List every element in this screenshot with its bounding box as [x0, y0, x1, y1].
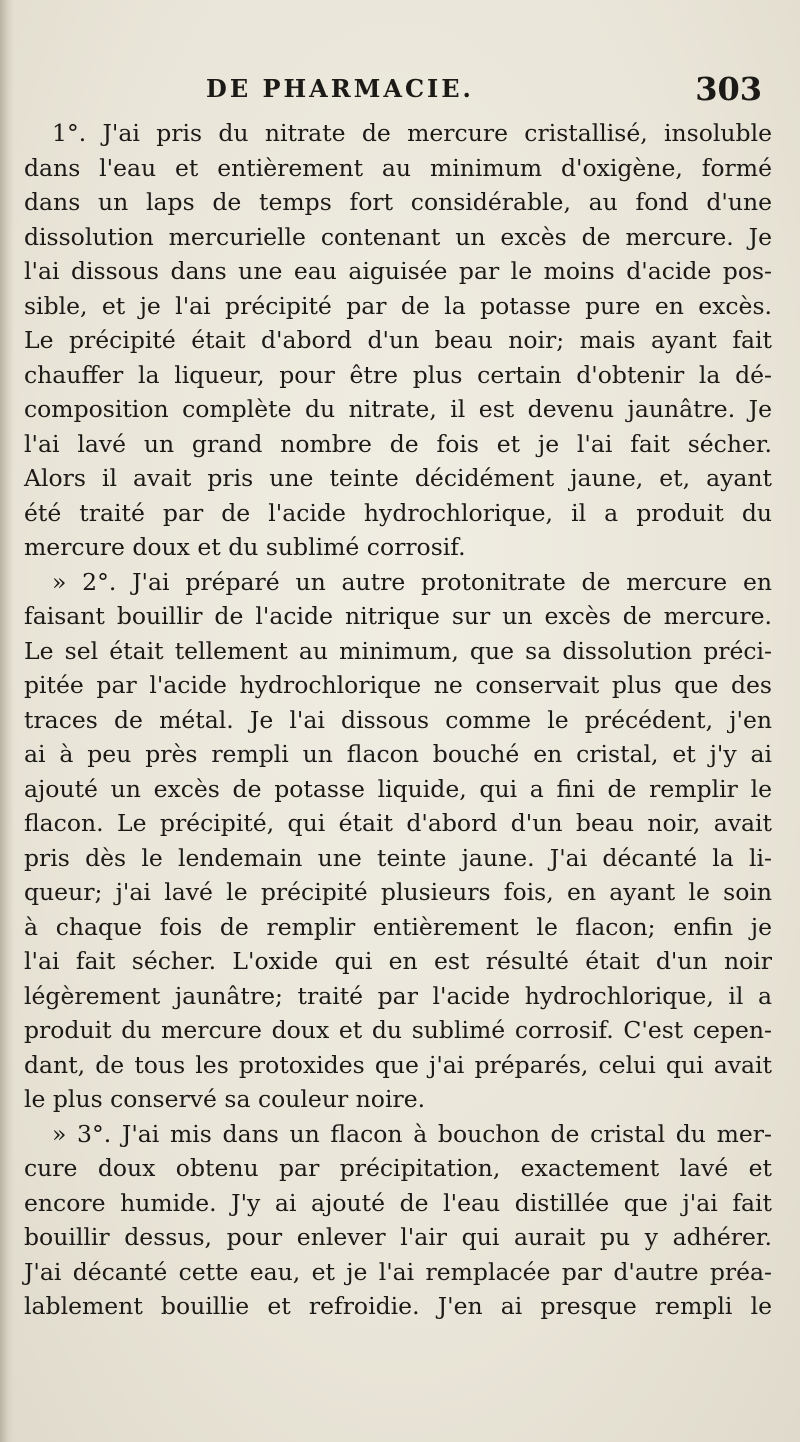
body-text: [24, 116, 772, 1324]
text-line: dant, de tous les protoxides que j'ai préparés, celui qui avait: [24, 1050, 772, 1079]
text-line: le plus conservé sa couleur noire.: [24, 1085, 426, 1113]
text-line: lablement bouillie et refroidie. J'en ai presque rempli le: [24, 1292, 772, 1320]
text-line: chauffer la liqueur, pour être plus certain d'obtenir la dé-: [24, 360, 772, 389]
text-line: » 2°. J'ai préparé un autre protonitrate de mercure en: [52, 567, 772, 596]
page-gutter-shadow: [0, 0, 14, 1442]
text-line: mercure doux et du sublimé corrosif.: [24, 533, 466, 561]
text-line: l'ai lavé un grand nombre de fois et je l'ai fait sécher.: [24, 429, 772, 458]
text-line: bouillir dessus, pour enlever l'air qui aurait pu y adhérer.: [24, 1223, 772, 1251]
running-head: DE PHARMACIE.: [206, 74, 474, 103]
text-line: dissolution mercurielle contenant un excès de mercure. Je: [24, 222, 772, 251]
text-line: l'ai dissous dans une eau aiguisée par le moins d'acide pos-: [24, 257, 772, 285]
text-line: Le précipité était d'abord d'un beau noir; mais ayant fait: [24, 326, 772, 354]
text-line: ajouté un excès de potasse liquide, qui a fini de remplir le: [24, 774, 772, 803]
text-line: dans un laps de temps fort considérable, au fond d'une: [24, 188, 772, 216]
text-line: cure doux obtenu par précipitation, exactement lavé et: [24, 1154, 772, 1182]
text-line: à chaque fois de remplir entièrement le flacon; enfin je: [24, 912, 772, 941]
text-line: J'ai décanté cette eau, et je l'ai remplacée par d'autre préa-: [24, 1257, 772, 1286]
text-line: légèrement jaunâtre; traité par l'acide hydrochlorique, il a: [24, 981, 772, 1010]
text-line: » 3°. J'ai mis dans un flacon à bouchon de cristal du mer-: [52, 1119, 772, 1148]
text-line: queur; j'ai lavé le précipité plusieurs fois, en ayant le soin: [24, 878, 772, 906]
text-line: Le sel était tellement au minimum, que sa dissolution préci-: [24, 636, 772, 665]
text-line: faisant bouillir de l'acide nitrique sur un excès de mercure.: [24, 602, 772, 630]
page-number: 303: [695, 70, 762, 108]
text-line: ai à peu près rempli un flacon bouché en cristal, et j'y ai: [24, 740, 772, 768]
text-line: flacon. Le précipité, qui était d'abord d'un beau noir, avait: [24, 809, 772, 837]
text-line: Alors il avait pris une teinte décidément jaune, et, ayant: [24, 464, 772, 492]
text-line: sible, et je l'ai précipité par de la potasse pure en excès.: [24, 291, 772, 320]
text-line: encore humide. J'y ai ajouté de l'eau distillée que j'ai fait: [24, 1188, 772, 1217]
text-line: l'ai fait sécher. L'oxide qui en est résulté était d'un noir: [24, 947, 772, 975]
text-line: 1°. J'ai pris du nitrate de mercure cristallisé, insoluble: [52, 119, 772, 147]
text-line: été traité par de l'acide hydrochlorique, il a produit du: [24, 498, 772, 527]
text-line: composition complète du nitrate, il est devenu jaunâtre. Je: [24, 395, 772, 423]
text-line: traces de métal. Je l'ai dissous comme le précédent, j'en: [24, 705, 772, 734]
text-line: pris dès le lendemain une teinte jaune. J'ai décanté la li-: [24, 843, 772, 872]
text-line: dans l'eau et entièrement au minimum d'oxigène, formé: [24, 153, 772, 182]
page-header: [206, 70, 762, 116]
text-line: pitée par l'acide hydrochlorique ne conservait plus que des: [24, 671, 772, 699]
text-line: produit du mercure doux et du sublimé corrosif. C'est cepen-: [24, 1016, 772, 1044]
